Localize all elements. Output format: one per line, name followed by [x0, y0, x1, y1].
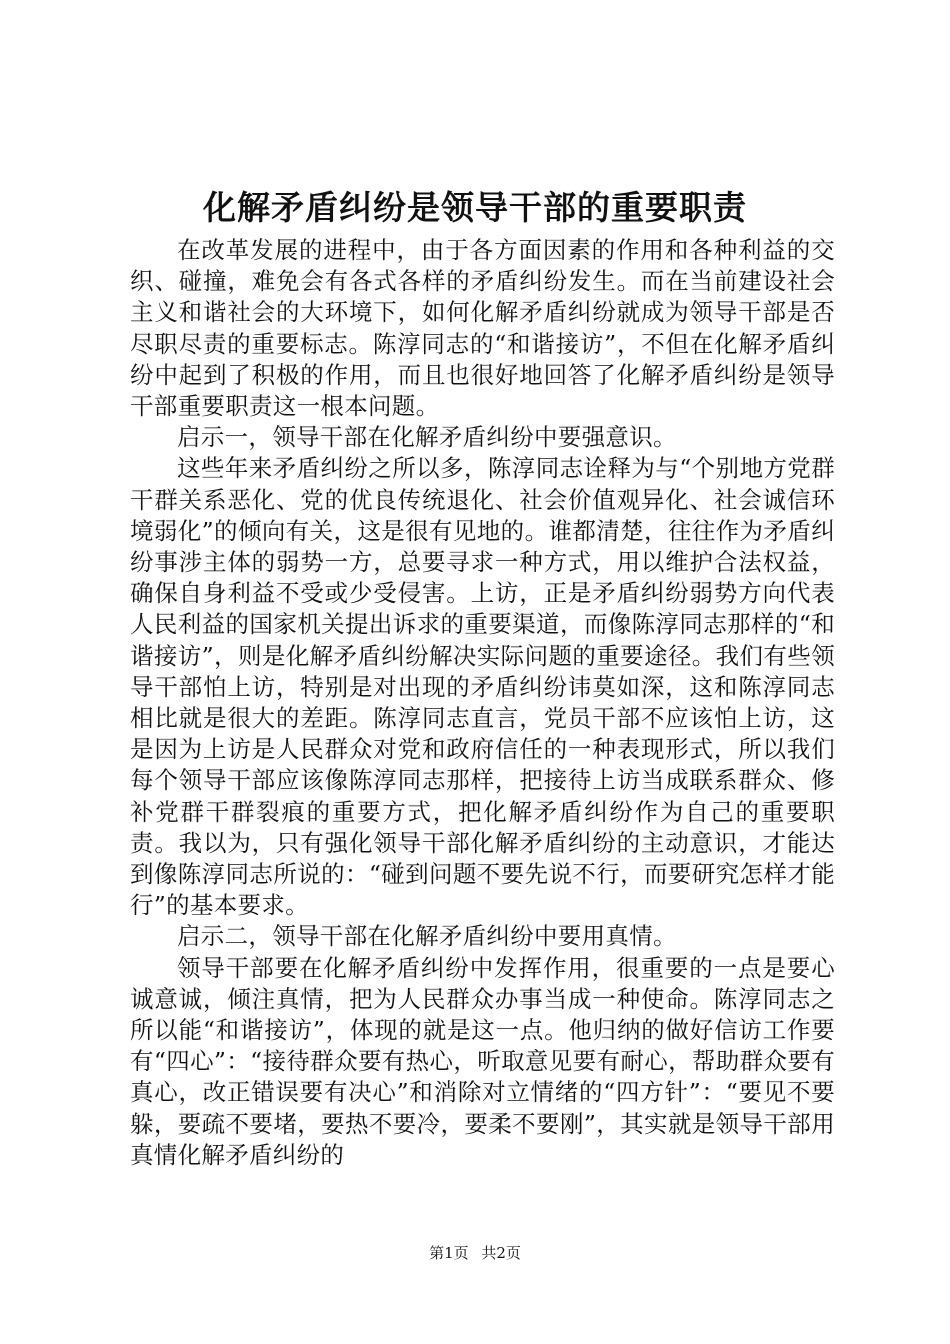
document-body — [130, 235, 835, 1171]
paragraph-intro: 在改革发展的进程中，由于各方面因素的作用和各种利益的交织、碰撞，难免会有各式各样的矛盾纠纷发生。而在当前建设社会主义和谐社会的大环境下，如何化解矛盾纠纷就成为领导干部是否尽职尽责的重要标志。陈淳同志的“和谐接访”，不但在化解矛盾纠纷中起到了积极的作用，而且也很好地回答了化解矛盾纠纷是领导干部重要职责这一根本问题。 — [130, 236, 835, 421]
page-footer — [0, 1243, 950, 1263]
page-number: 第1页 — [429, 1244, 469, 1262]
paragraph-heading-2: 启示二，领导干部在化解矛盾纠纷中要用真情。 — [177, 922, 677, 951]
paragraph-heading-1: 启示一，领导干部在化解矛盾纠纷中要强意识。 — [177, 423, 677, 452]
page-total: 共2页 — [481, 1244, 521, 1262]
paragraph-body-1: 这些年来矛盾纠纷之所以多，陈淳同志诠释为与“个别地方党群干群关系恶化、党的优良传统退化、社会价值观异化、社会诚信环境弱化”的倾向有关，这是很有见地的。谁都清楚，往往作为矛盾纠纷事涉主体的弱势一方，总要寻求一种方式，用以维护合法权益，确保自身利益不受或少受侵害。上访，正是矛盾纠纷弱势方向代表人民利益的国家机关提出诉求的重要渠道，而像陈淳同志那样的“和谐接访”，则是化解矛盾纠纷解决实际问题的重要途径。我们有些领导干部怕上访，特别是对出现的矛盾纠纷讳莫如深，这和陈淳同志相比就是很大的差距。陈淳同志直言，党员干部不应该怕上访，这是因为上访是人民群众对党和政府信任的一种表现形式，所以我们每个领导干部应该像陈淳同志那样，把接待上访当成联系群众、修补党群干群裂痕的重要方式，把化解矛盾纠纷作为自己的重要职责。我以为，只有强化领导干部化解矛盾纠纷的主动意识，才能达到像陈淳同志所说的：“碰到问题不要先说不行，而要研究怎样才能行”的基本要求。 — [130, 454, 835, 920]
paragraph-body-2: 领导干部要在化解矛盾纠纷中发挥作用，很重要的一点是要心诚意诚，倾注真情，把为人民群众办事当成一种使命。陈淳同志之所以能“和谐接访”，体现的就是这一点。他归纳的做好信访工作要有“四心”：“接待群众要有热心，听取意见要有耐心，帮助群众要有真心，改正错误要有决心”和消除对立情绪的“四方针”：“要见不要躲，要疏不要堵，要热不要冷，要柔不要刚”，其实就是领导干部用真情化解矛盾纠纷的 — [130, 953, 835, 1169]
document-title: 化解矛盾纠纷是领导干部的重要职责 — [203, 188, 747, 227]
